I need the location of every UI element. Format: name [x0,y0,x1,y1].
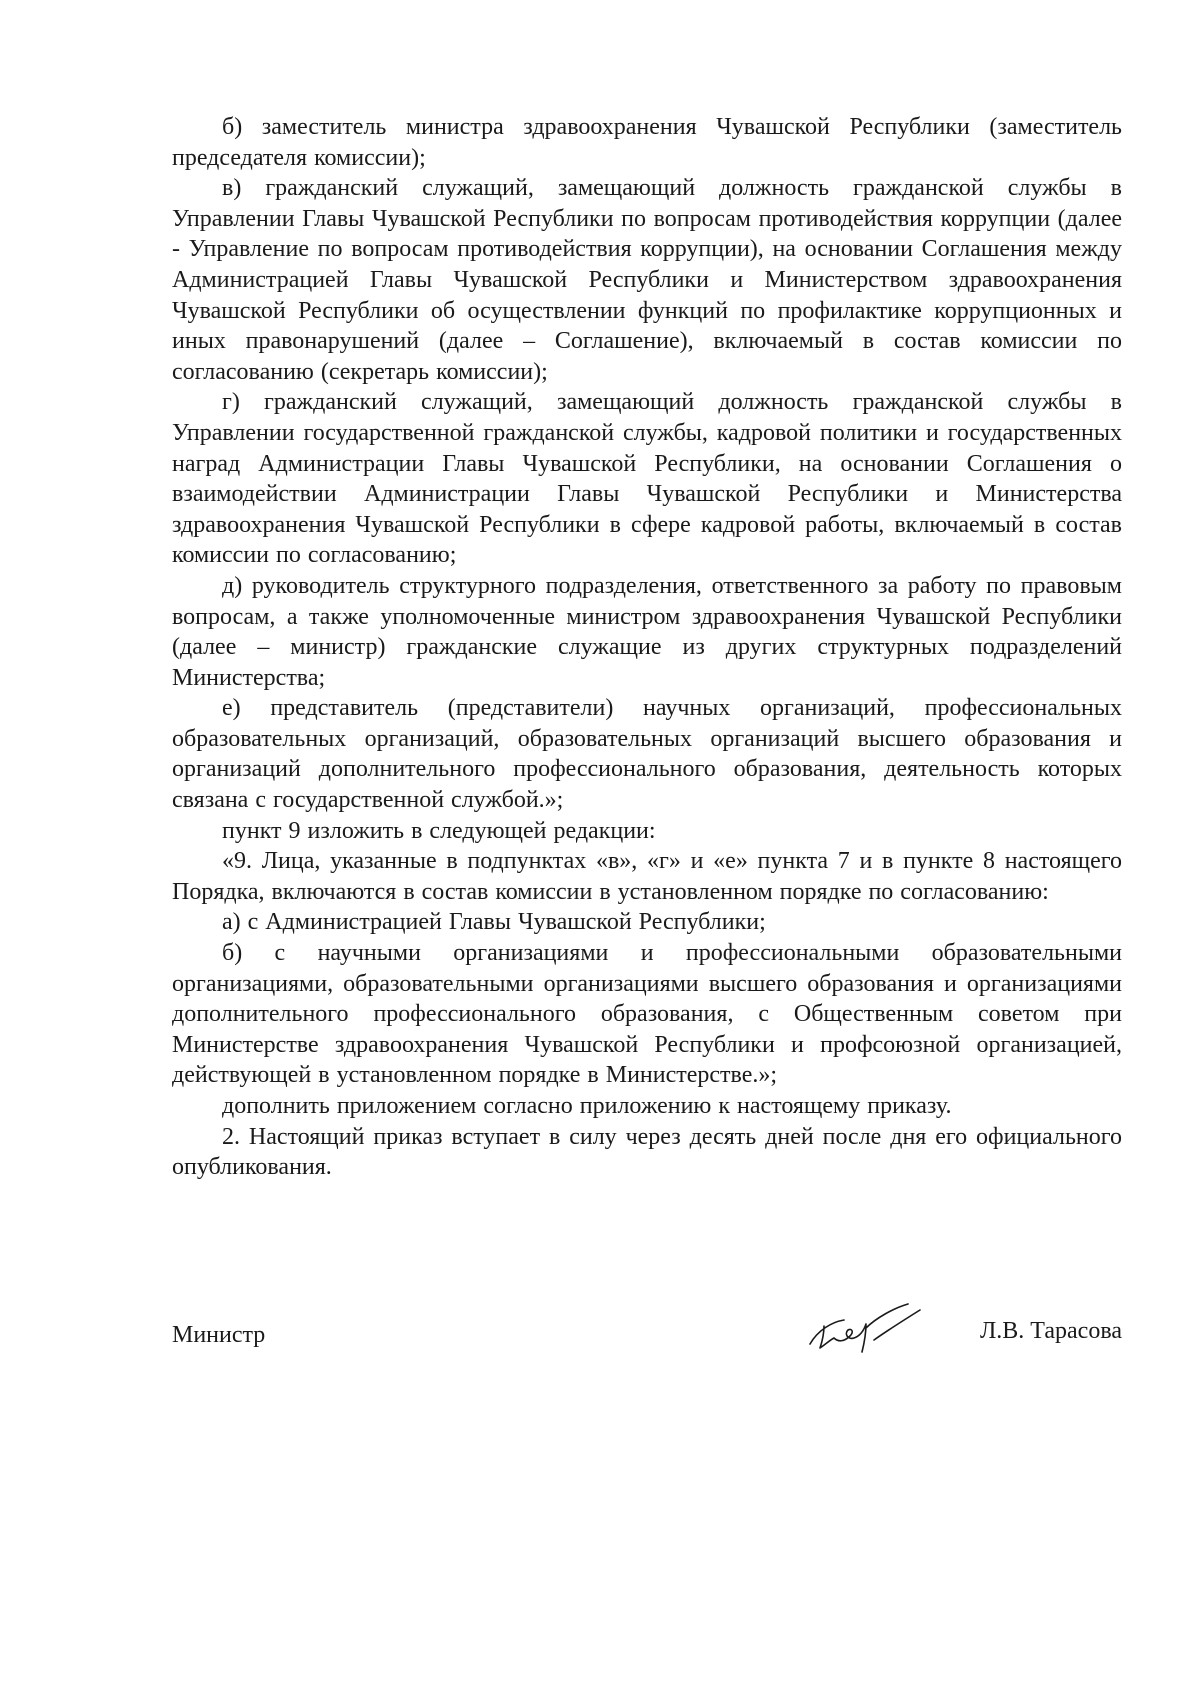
paragraph-b-deputy-minister: б) заместитель министра здравоохранения Чувашской Республики (заместитель председателя комиссии); [172,114,1122,171]
paragraph-d-legal-unit-head: д) руководитель структурного подразделения, ответственного за работу по правовым вопросам, а также уполномоченные министром здравоохранения Чувашской Республики (далее – министр) гражданские служащие из других структурных подразделений Министерства; [172,572,1122,691]
document-body [172,112,1122,1183]
paragraph-item9-text: «9. Лица, указанные в подпунктах «в», «г» и «е» пункта 7 и в пункте 8 настоящего Порядка, включаются в состав комиссии в установленном порядке по согласованию: [172,848,1122,905]
handwritten-signature [804,1300,924,1356]
signatory-name: Л.В. Тарасова [980,1318,1122,1344]
paragraph-item9-a: а) с Администрацией Главы Чувашской Республики; [222,909,766,936]
paragraph-appendix-addition: дополнить приложением согласно приложению к настоящему приказу. [222,1093,952,1119]
signature-block [172,1300,1122,1360]
paragraph-item9-intro: пункт 9 изложить в следующей редакции: [222,817,656,844]
paragraph-item9-b: б) с научными организациями и профессиональными образовательными организациями, образовательными организациями высшего образования и организациями дополнительного профессионального образования, с Общественным советом при Министерстве здравоохранения Чувашской Республики и профсоюзной организацией, действующей в установленном порядке в Министерстве.»; [172,940,1122,1089]
paragraph-v-anticorruption-officer: в) гражданский служащий, замещающий должность гражданской службы в Управлении Главы Чувашской Республики по вопросам противодействия коррупции (далее - Управление по вопросам противодействия коррупции), на основании Соглашения между Администрацией Главы Чувашской Республики и Министерством здравоохранения Чувашской Республики об осуществлении функций по профилактике коррупционных и иных правонарушений (далее – Соглашение), включаемый в состав комиссии по согласованию (секретарь комиссии); [172,175,1122,385]
paragraph-g-civil-service-officer: г) гражданский служащий, замещающий должность гражданской службы в Управлении государственной гражданской службы, кадровой политики и государственных наград Администрации Главы Чувашской Республики, на основании Соглашения о взаимодействии Администрации Главы Чувашской Республики и Министерства здравоохранения Чувашской Республики в сфере кадровой работы, включаемый в состав комиссии по согласованию; [172,389,1122,569]
signatory-title: Министр [172,1322,266,1348]
paragraph-effective-date: 2. Настоящий приказ вступает в силу через десять дней после дня его официального опубликования. [172,1123,1122,1181]
paragraph-e-representatives: е) представитель (представители) научных организаций, профессиональных образовательных организаций, образовательных организаций высшего образования и организаций дополнительного профессионального образования, деятельность которых связана с государственной службой.»; [172,695,1122,814]
